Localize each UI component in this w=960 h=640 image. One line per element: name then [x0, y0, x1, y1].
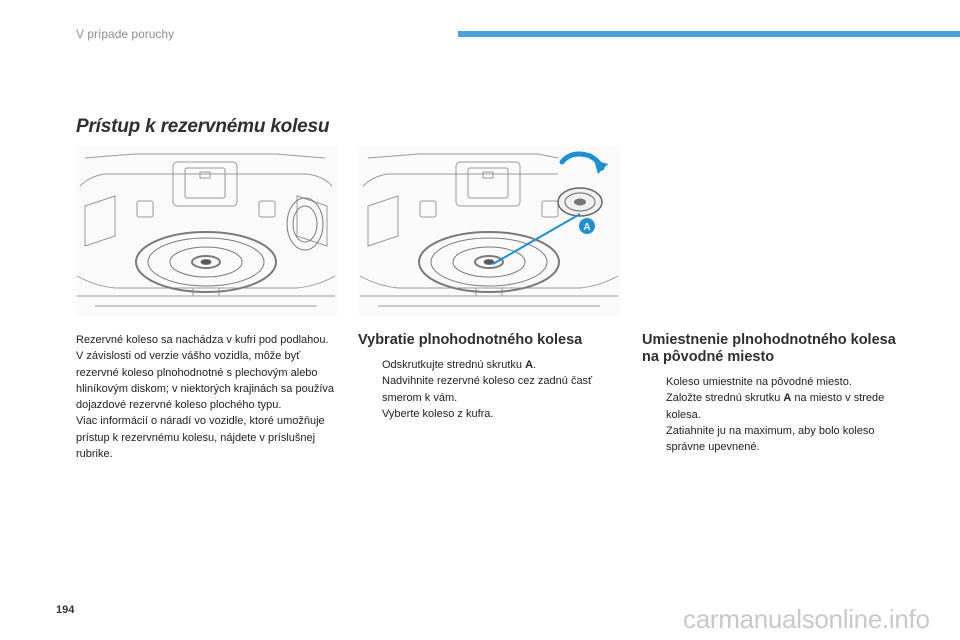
intro-paragraph: Rezervné koleso sa nachádza v kufri pod podlahou. [76, 334, 329, 346]
list-item [642, 423, 904, 456]
removal-heading: Vybratie plnohodnotného kolesa [358, 332, 583, 348]
placement-heading: Umiestnenie plnohodnotného kolesa na pôvodné miesto [642, 332, 896, 365]
placement-section [642, 332, 904, 455]
step-text: Nadvihnite rezervné koleso cez zadnú časť smerom k vám. [382, 375, 593, 404]
step-text: Vyberte koleso z kufra. [382, 407, 494, 420]
spare-wheel-removal-drawing [358, 146, 620, 316]
list-item [642, 390, 904, 423]
step-text: Odskrutkujte strednú skrutku [382, 359, 526, 371]
callout-label-a: A [583, 222, 591, 233]
header-accent-bar [458, 31, 960, 37]
trunk-spare-wheel-drawing [75, 146, 337, 316]
step-text: Založte strednú skrutku [666, 392, 784, 405]
intro-paragraph: Viac informácií o náradí vo vozidle, ktoré umožňuje prístup k rezervnému kolesu, nájdete v príslušnej rubrike. [76, 415, 325, 461]
page-number: 194 [56, 604, 75, 616]
spare-wheel-removal-illustration [358, 146, 620, 316]
list-item [358, 373, 626, 406]
intro-paragraph: V závislosti od verzie vášho vozidla, môže byť rezervné koleso plnohodnotné s plechovým alebo hliníkovým diskom; v niektorých krajinách sa používa dojazdové rezervné koleso plochého typu. [76, 350, 334, 412]
list-item [358, 357, 626, 373]
list-item [358, 406, 626, 422]
watermark: carmanualsonline.info [683, 604, 930, 634]
step-text-end: na miesto v strede kolesa. [666, 392, 885, 421]
step-text-end: . [533, 359, 537, 371]
intro-text [76, 332, 340, 462]
step-text: Zatiahnite ju na maximum, aby bolo koleso správne upevnené. [666, 424, 875, 454]
placement-steps [642, 374, 904, 455]
removal-steps [358, 357, 626, 422]
trunk-spare-wheel-illustration [75, 146, 337, 316]
page-title: Prístup k rezervnému kolesu [76, 116, 330, 137]
list-item [642, 374, 904, 390]
bolt-label: A [783, 392, 792, 405]
removal-section [358, 332, 626, 422]
step-text: Koleso umiestnite na pôvodné miesto. [666, 376, 852, 388]
bolt-label: A [525, 359, 534, 371]
bolt-detail-inset [558, 188, 602, 216]
section-label: V prípade poruchy [76, 27, 175, 41]
